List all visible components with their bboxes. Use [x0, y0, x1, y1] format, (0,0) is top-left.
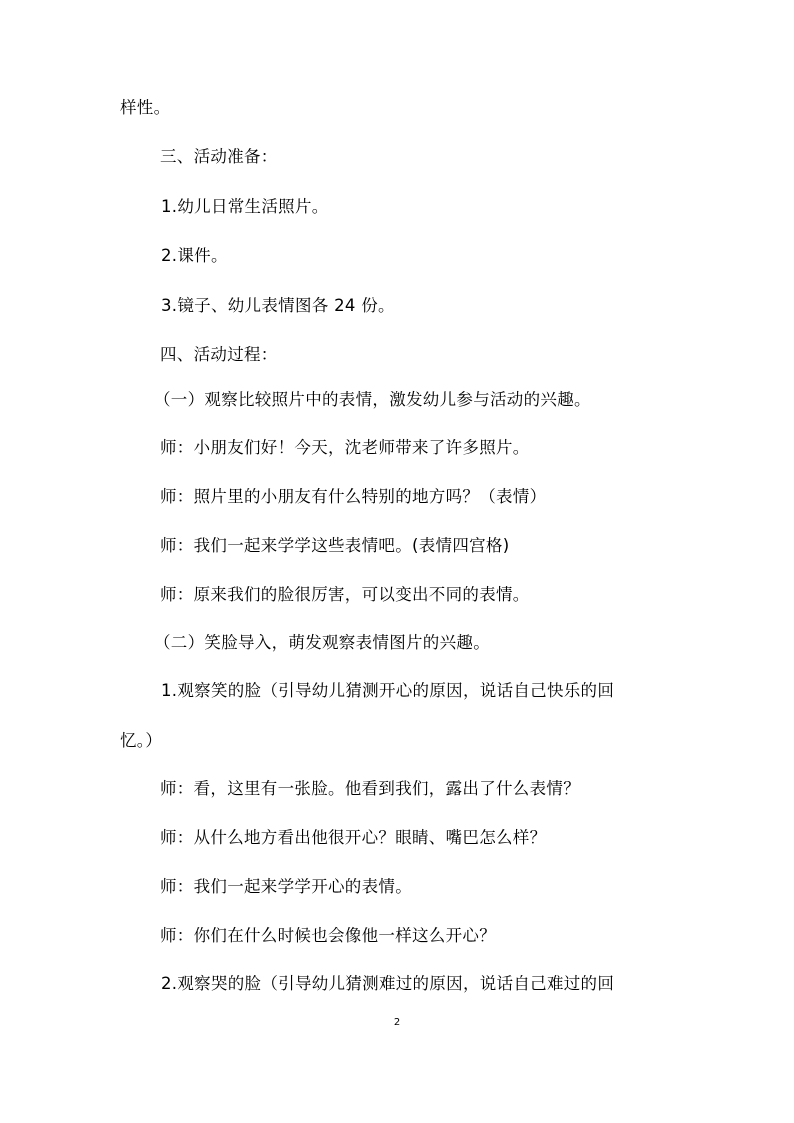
- text-line: 样性。: [120, 98, 171, 117]
- list-item: 1.观察笑的脸（引导幼儿猜测开心的原因，说话自己快乐的回: [161, 681, 615, 700]
- dialogue-line: 师：从什么地方看出他很开心？眼睛、嘴巴怎么样？: [160, 828, 547, 847]
- dialogue-line: 师：我们一起来学学这些表情吧。(表情四宫格): [160, 536, 510, 555]
- dialogue-line: 师：照片里的小朋友有什么特别的地方吗？（表情）: [160, 487, 547, 506]
- section-heading: 四、活动过程：: [160, 345, 278, 364]
- dialogue-line: 师：你们在什么时候也会像他一样这么开心？: [160, 926, 496, 945]
- dialogue-line: 师：我们一起来学学开心的表情。: [160, 877, 412, 896]
- dialogue-line: 师：原来我们的脸很厉害，可以变出不同的表情。: [160, 585, 530, 604]
- subsection-heading: （二）笑脸导入，萌发观察表情图片的兴趣。: [154, 633, 490, 652]
- list-item: 2.观察哭的脸（引导幼儿猜测难过的原因，说话自己难过的回: [161, 974, 615, 993]
- dialogue-line: 师：看，这里有一张脸。他看到我们，露出了什么表情？: [160, 779, 580, 798]
- list-item: 3.镜子、幼儿表情图各 24 份。: [161, 296, 395, 315]
- list-item: 1.幼儿日常生活照片。: [161, 197, 329, 216]
- subsection-heading: （一）观察比较照片中的表情，激发幼儿参与活动的兴趣。: [154, 390, 591, 409]
- page-number: 2: [393, 1017, 401, 1028]
- text-line: 忆。）: [120, 731, 163, 750]
- list-item: 2.课件。: [161, 246, 228, 265]
- dialogue-line: 师：小朋友们好！今天，沈老师带来了许多照片。: [160, 438, 530, 457]
- section-heading: 三、活动准备：: [160, 147, 278, 166]
